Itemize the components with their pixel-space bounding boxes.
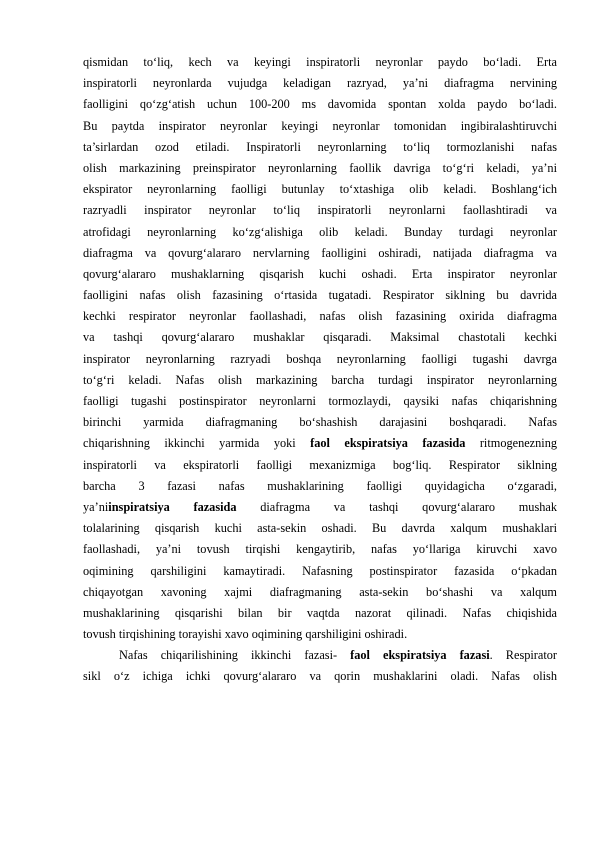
text-line: va tashqi qovurg‘alararo mushaklar qisqaradi. Maksimal chastotali kechki xyxy=(83,330,557,345)
text-line: faollashadi, ya’ni tovush tirqishi kengaytirib, nafas yo‘llariga kiruvchi xavo xyxy=(83,542,557,557)
bold-term: inspiratsiya fazasida xyxy=(108,499,237,514)
text-line: birinchi yarmida diafragmaning bo‘shashish darajasini boshqaradi. Nafas xyxy=(83,415,557,430)
text-span: ritmogenezning xyxy=(465,436,557,451)
text-line: faolligini qo‘zg‘atish uchun 100-200 ms davomida spontan xolda paydo bo‘ladi. xyxy=(83,97,557,112)
text-line: sikl o‘z ichiga ichki qovurg‘alararo va qorin mushaklarini oladi. Nafas olish xyxy=(83,669,557,684)
text-line: to‘g‘ri keladi. Nafas olish markazining barcha turdagi inspirator neyronlarning xyxy=(83,372,557,387)
text-span: Nafas chiqarilishining ikkinchi fazasi- xyxy=(119,648,351,663)
text-span: ya’ni xyxy=(83,499,109,514)
text-line: ta’sirlardan ozod etiladi. Inspiratorli neyronlarning to‘liq tormozlanishi nafas xyxy=(83,139,557,154)
text-line: chiqayotgan xavoning xajmi diafragmaning asta-sekin bo‘shashi va xalqum xyxy=(83,584,557,599)
text-line: qovurg‘alararo mushaklarning qisqarish kuchi oshadi. Erta inspirator neyronlar xyxy=(83,266,557,281)
text-line: faolligi tugashi postinspirator neyronlarni tormozlaydi, qaysiki nafas chiqarishning xyxy=(83,394,557,408)
text-span: diafragma va tashqi qovurg‘alararo mushak xyxy=(236,499,557,514)
bold-term: faol ekspiratsiya fazasida xyxy=(310,436,466,451)
text-line: tovush tirqishining torayishi xavo oqimining qarshiligini oshiradi. xyxy=(83,627,408,642)
text-line: ekspirator neyronlarning faolligi butunlay to‘xtashiga olib keladi. Boshlang‘ich xyxy=(83,182,557,197)
text-line: atrofidagi neyronlarning ko‘zg‘alishiga olib keladi. Bunday turdagi neyronlar xyxy=(83,224,557,239)
text-span: chiqarishning ikkinchi yarmida yoki xyxy=(83,436,311,451)
text-line: kechki respirator neyronlar faollashadi, nafas olish fazasining oxirida diafragma xyxy=(83,309,557,324)
text-line: inspirator neyronlarning razryadi boshqa neyronlarning faolligi tugashi davrga xyxy=(83,351,557,366)
bold-term: faol ekspiratsiya fazasi xyxy=(350,648,490,663)
text-line: barcha 3 fazasi nafas mushaklarining faolligi quyidagicha o‘zgaradi, xyxy=(83,478,557,493)
text-line: tolalarining qisqarish kuchi asta-sekin oshadi. Bu davrda xalqum mushaklari xyxy=(83,521,557,536)
text-line: razryadli inspirator neyronlar to‘liq inspiratorli neyronlarni faollashtiradi va xyxy=(83,203,557,218)
text-line: faolligini nafas olish fazasining o‘rtasida tugatadi. Respirator siklning bu davrida xyxy=(83,288,557,303)
text-line xyxy=(83,497,557,518)
text-line: qismidan to‘liq, kech va keyingi inspiratorli neyronlar paydo bo‘ladi. Erta xyxy=(83,55,557,69)
text-line: Bu paytda inspirator neyronlar keyingi neyronlar tomonidan ingibiralashtiruvchi xyxy=(83,118,557,133)
text-line: diafragma va qovurg‘alararo nervlarning faolligini oshiradi, natijada diafragma va xyxy=(83,245,557,260)
body-text xyxy=(83,52,557,688)
text-line xyxy=(83,433,557,454)
text-line: inspiratorli va ekspiratorli faolligi mexanizmiga bog‘liq. Respirator siklning xyxy=(83,457,557,472)
text-line: olish markazining preinspirator neyronlarning faollik davriga to‘g‘ri keladi, ya’ni xyxy=(83,160,557,175)
text-span: . Respirator xyxy=(489,648,558,663)
text-line xyxy=(83,645,557,666)
text-line: inspiratorli neyronlarda vujudga keladigan razryad, ya’ni diafragma nervining xyxy=(83,76,557,91)
text-line: oqimining qarshiligini kamaytiradi. Nafasning postinspirator fazasida o‘pkadan xyxy=(83,563,557,578)
text-line: mushaklarining qisqarishi bilan bir vaqtda nazorat qilinadi. Nafas chiqishida xyxy=(83,605,557,620)
